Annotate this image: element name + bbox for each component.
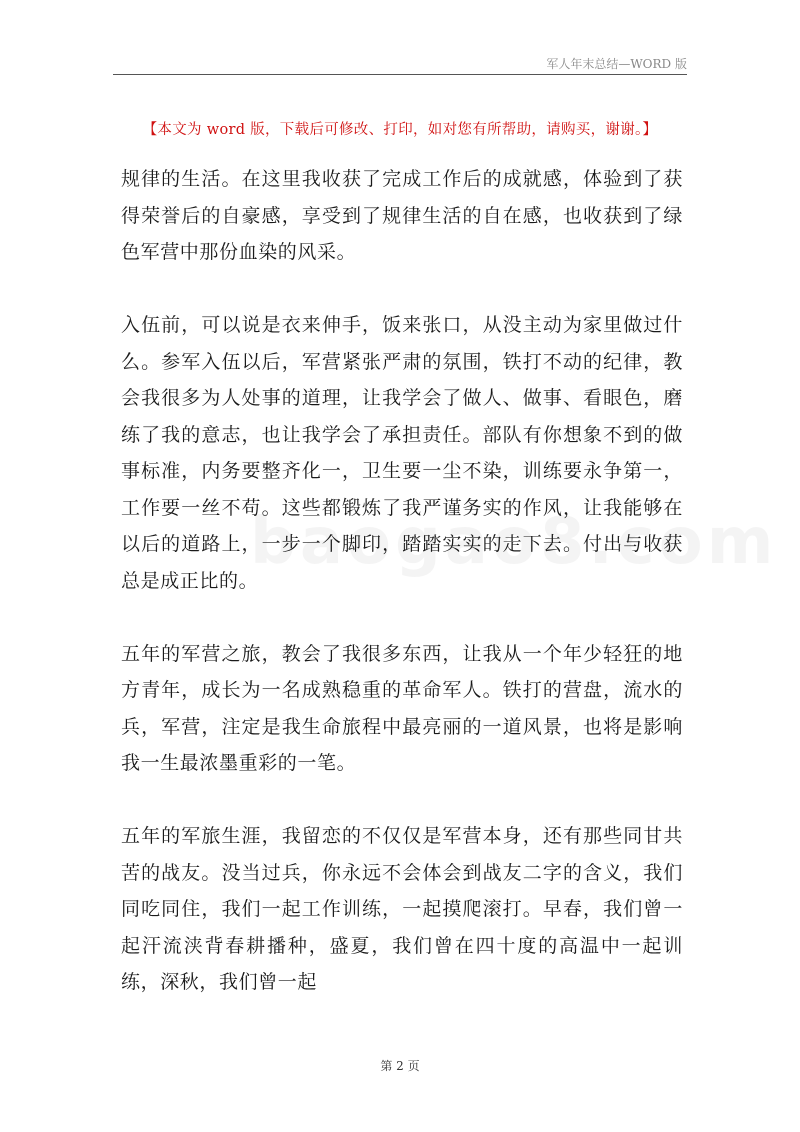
- paragraph-1: 规律的生活。在这里我收获了完成工作后的成就感，体验到了获得荣誉后的自豪感，享受到了规律生活的自在感，也收获到了绿色军营中那份血染的风采。: [121, 168, 683, 263]
- body-content: [121, 161, 683, 1001]
- paragraph-3: 五年的军营之旅，教会了我很多东西，让我从一个年少轻狂的地方青年，成长为一名成熟稳重的革命军人。铁打的营盘，流水的兵，军营，注定是我生命旅程中最亮丽的一道风景，也将是影响我一生最浓墨重彩的一笔。: [121, 642, 683, 774]
- header-title: 军人年末总结—WORD 版: [546, 57, 687, 71]
- paragraph-2: 入伍前，可以说是衣来伸手，饭来张口，从没主动为家里做过什么。参军入伍以后，军营紧张严肃的氛围，铁打不动的纪律，教会我很多为人处事的道理，让我学会了做人、做事、看眼色，磨练了我的意志，也让我学会了承担责任。部队有你想象不到的做事标准，内务要整齐化一，卫生要一尘不染，训练要永争第一，工作要一丝不苟。这些都锻炼了我严谨务实的作风，让我能够在以后的道路上，一步一个脚印，踏踏实实的走下去。付出与收获总是成正比的。: [121, 314, 683, 592]
- paragraph-4: 五年的军旅生涯，我留恋的不仅仅是军营本身，还有那些同甘共苦的战友。没当过兵，你永远不会体会到战友二字的含义，我们同吃同住，我们一起工作训练，一起摸爬滚打。早春，我们曾一起汗流浃背春耕播种，盛夏，我们曾在四十度的高温中一起训练，深秋，我们曾一起: [121, 825, 683, 993]
- download-notice: 【本文为 word 版，下载后可修改、打印，如对您有所帮助，请购买，谢谢。】: [142, 122, 658, 138]
- page-header: [113, 52, 687, 75]
- page-number: 第 2 页: [380, 1059, 420, 1073]
